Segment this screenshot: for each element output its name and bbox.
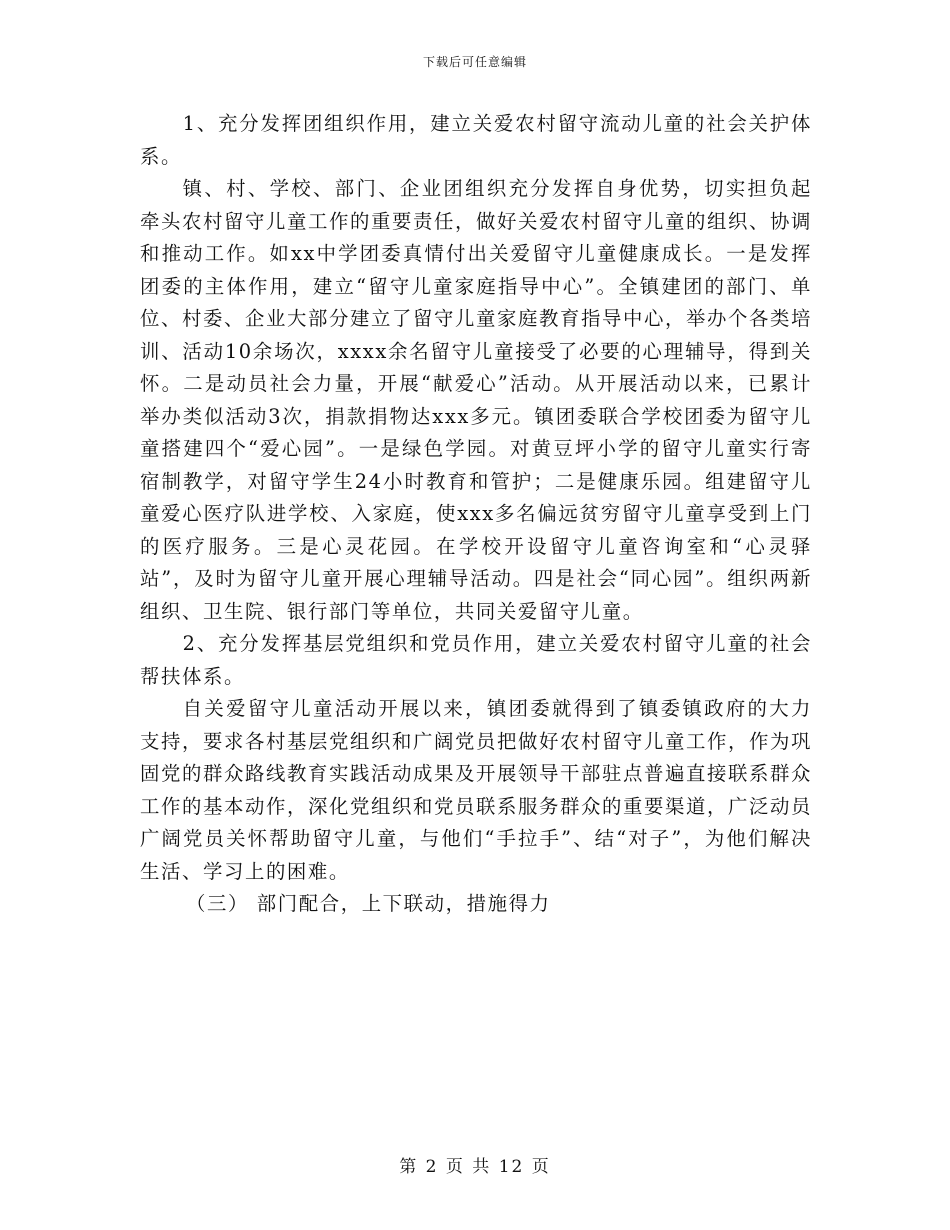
paragraph-point-1-heading: 1、充分发挥团组织作用，建立关爱农村留守流动儿童的社会关护体系。 [140, 112, 812, 168]
paragraph-point-2-heading: 2、充分发挥基层党组织和党员作用，建立关爱农村留守儿童的社会帮扶体系。 [140, 632, 812, 688]
section-heading-3: （三） 部门配合，上下联动，措施得力 [186, 892, 551, 915]
paragraph-point-2-body: 自关爱留守儿童活动开展以来，镇团委就得到了镇委镇政府的大力支持，要求各村基层党组织和广阔党员把做好农村留守儿童工作，作为巩固党的群众路线教育实践活动成果及开展领导干部驻点普遍直接联系群众工作的基本动作，深化党组织和党员联系服务群众的重要渠道，广泛动员广阔党员关怀帮助留守儿童，与他们“手拉手”、结“对子”，为他们解决生活、学习上的困难。 [140, 697, 812, 883]
paragraph-point-1-body: 镇、村、学校、部门、企业团组织充分发挥自身优势，切实担负起牵头农村留守儿童工作的重要责任，做好关爱农村留守儿童的组织、协调和推动工作。如xx中学团委真情付出关爱留守儿童健康成长。一是发挥团委的主体作用，建立“留守儿童家庭指导中心”。全镇建团的部门、单位、村委、企业大部分建立了留守儿童家庭教育指导中心，举办个各类培训、活动10余场次，xxxx余名留守儿童接受了必要的心理辅导，得到关怀。二是动员社会力量，开展“献爱心”活动。从开展活动以来，已累计举办类似活动3次，捐款捐物达xxx多元。镇团委联合学校团委为留守儿童搭建四个“爱心园”。一是绿色学园。对黄豆坪小学的留守儿童实行寄宿制教学，对留守学生24小时教育和管护；二是健康乐园。组建留守儿童爱心医疗队进学校、入家庭，使xxx多名偏远贫穷留守儿童享受到上门的医疗服务。三是心灵花园。在学校开设留守儿童咨询室和“心灵驿站”，及时为留守儿童开展心理辅导活动。四是社会“同心园”。组织两新组织、卫生院、银行部门等单位，共同关爱留守儿童。 [140, 177, 812, 623]
page-number: 第 2 页 共 12 页 [399, 1157, 551, 1177]
page-header: 下载后可任意编辑 [422, 55, 527, 69]
document-body [140, 108, 812, 921]
